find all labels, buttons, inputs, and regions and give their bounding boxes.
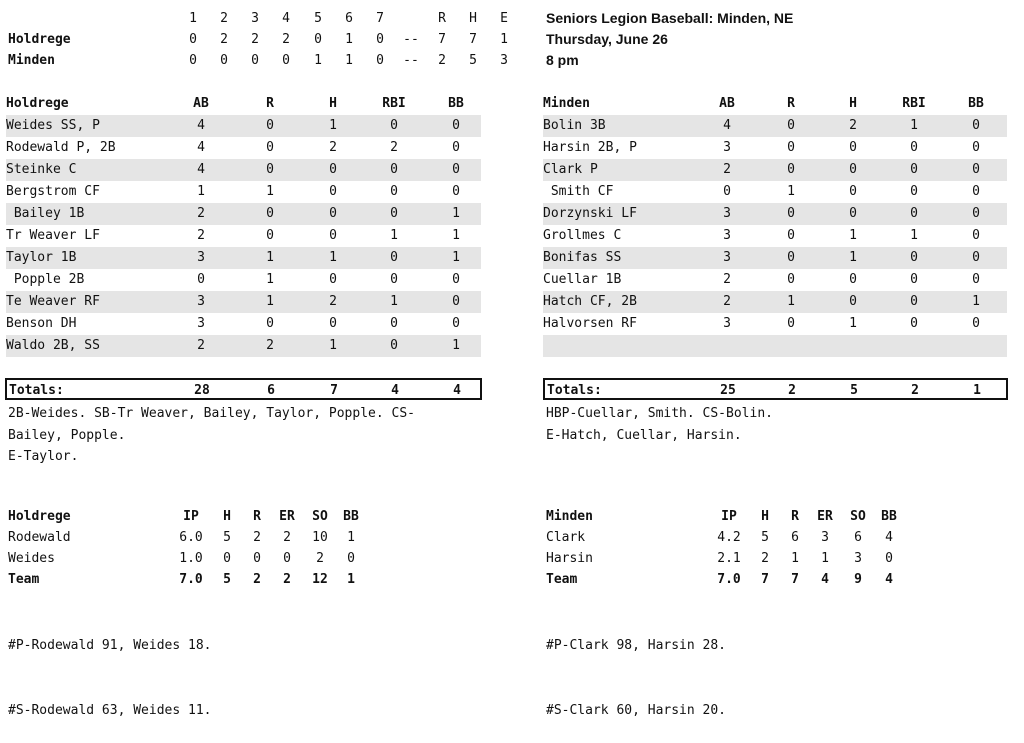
batting-row (6, 313, 481, 335)
pitcher-name: Weides (8, 551, 55, 566)
linescore-team: Holdrege (8, 32, 71, 47)
stat-ab: 3 (197, 250, 205, 265)
stat-ab: 3 (197, 316, 205, 331)
batting-notes-minden: HBP-Cuellar, Smith. CS-Bolin. E-Hatch, Cuellar, Harsin. (546, 406, 773, 443)
game-header (546, 8, 793, 71)
stat-rbi: 0 (390, 184, 398, 199)
total-h: 5 (223, 572, 231, 587)
inning-score: 0 (314, 32, 322, 47)
totals-h: 7 (330, 383, 338, 398)
inning-5: 5 (314, 11, 322, 26)
column-header-r: R (787, 96, 795, 111)
stat-bb: 1 (452, 206, 460, 221)
inning-score: 0 (376, 32, 384, 47)
stat-bb: 0 (972, 316, 980, 331)
batting-row (6, 181, 481, 203)
game-date: Thursday, June 26 (546, 31, 668, 47)
player-name: Grollmes C (543, 228, 622, 243)
column-header-ip: IP (721, 509, 737, 524)
total-h: 7 (761, 572, 769, 587)
stat-r: 2 (266, 338, 274, 353)
strikes-line: #S-Clark 60, Harsin 20. (546, 702, 727, 718)
batting-row (543, 291, 1007, 313)
stat-rbi: 0 (390, 272, 398, 287)
pitches-line: #P-Rodewald 91, Weides 18. (8, 638, 212, 653)
stat-r: 0 (787, 118, 795, 133)
stat-h: 0 (329, 228, 337, 243)
inning-score: 0 (282, 53, 290, 68)
stat-ab: 3 (723, 228, 731, 243)
stat-rbi: 0 (910, 294, 918, 309)
stat-ab: 0 (197, 272, 205, 287)
column-header-h: H (761, 509, 769, 524)
pitching-table-holdrege (8, 506, 388, 590)
stat-ab: 3 (197, 294, 205, 309)
batting-row (543, 115, 1007, 137)
totals-r: 6 (267, 383, 275, 398)
stat-rbi: 1 (910, 228, 918, 243)
column-header-ip: IP (183, 509, 199, 524)
stat-r: 0 (787, 228, 795, 243)
pitcher-row (546, 548, 926, 569)
column-header-bb: BB (881, 509, 897, 524)
stat-er: 2 (283, 530, 291, 545)
stat-h: 1 (329, 118, 337, 133)
batting-row (543, 313, 1007, 335)
player-name: Te Weaver RF (6, 294, 100, 309)
stat-ip: 4.2 (717, 530, 741, 545)
stat-bb: 0 (452, 118, 460, 133)
batting-row (543, 247, 1007, 269)
batting-header-row (6, 93, 481, 115)
hits-total: 7 (469, 32, 477, 47)
player-name: Rodewald P, 2B (6, 140, 116, 155)
column-header-rbi: RBI (382, 96, 406, 111)
errors-total: 1 (500, 32, 508, 47)
stat-rbi: 0 (390, 162, 398, 177)
inning-3: 3 (251, 11, 259, 26)
stat-r: 1 (787, 294, 795, 309)
total-so: 12 (312, 572, 328, 587)
inning-6: 6 (345, 11, 353, 26)
pitch-counts-holdrege (8, 592, 212, 743)
stat-ab: 1 (197, 184, 205, 199)
stat-r: 0 (266, 206, 274, 221)
column-header-er: ER (279, 509, 295, 524)
total-er: 4 (821, 572, 829, 587)
column-header-r: R (791, 509, 799, 524)
pitcher-row (8, 527, 388, 548)
stat-r: 1 (266, 184, 274, 199)
pitching-header-row (546, 506, 926, 527)
player-name: Popple 2B (6, 272, 85, 287)
batting-row (543, 335, 1007, 357)
stat-rbi: 0 (390, 338, 398, 353)
stat-rbi: 0 (910, 316, 918, 331)
linescore (8, 8, 528, 71)
stat-h: 0 (849, 184, 857, 199)
stat-rbi: 1 (390, 228, 398, 243)
stat-r: 0 (787, 250, 795, 265)
stat-h: 0 (849, 294, 857, 309)
stat-bb: 1 (452, 250, 460, 265)
stat-r: 0 (266, 228, 274, 243)
stat-r: 1 (791, 551, 799, 566)
stat-bb: 0 (972, 118, 980, 133)
column-header-r: R (253, 509, 261, 524)
stat-rbi: 0 (910, 184, 918, 199)
pitcher-row (8, 548, 388, 569)
batting-table-holdrege (6, 93, 481, 357)
hits-total: 5 (469, 53, 477, 68)
stat-r: 0 (787, 162, 795, 177)
stat-rbi: 0 (390, 118, 398, 133)
batting-totals-holdrege (5, 378, 482, 400)
pitches-line: #P-Clark 98, Harsin 28. (546, 638, 727, 653)
inning-score: 0 (189, 53, 197, 68)
stat-bb: 0 (452, 184, 460, 199)
stat-ab: 4 (723, 118, 731, 133)
runs-total: 2 (438, 53, 446, 68)
stat-bb: 0 (452, 140, 460, 155)
batting-header-row (543, 93, 1007, 115)
stat-ab: 0 (723, 184, 731, 199)
batting-row (6, 291, 481, 313)
stat-bb: 0 (972, 250, 980, 265)
stat-ab: 3 (723, 250, 731, 265)
stat-rbi: 2 (390, 140, 398, 155)
stat-h: 0 (849, 272, 857, 287)
batting-row (543, 181, 1007, 203)
team-total-label: Team (546, 572, 578, 587)
column-header-ab: AB (193, 96, 209, 111)
inning-2: 2 (220, 11, 228, 26)
player-name: Halvorsen RF (543, 316, 637, 331)
player-name: Hatch CF, 2B (543, 294, 637, 309)
batting-row (543, 159, 1007, 181)
team-name: Minden (546, 509, 593, 524)
column-header-rbi: RBI (902, 96, 926, 111)
column-header-so: SO (850, 509, 866, 524)
pitcher-name: Clark (546, 530, 586, 545)
totals-rbi: 4 (391, 383, 399, 398)
stat-r: 1 (266, 294, 274, 309)
hits-header: H (469, 11, 477, 26)
stat-rbi: 0 (910, 140, 918, 155)
inning-score: 0 (220, 53, 228, 68)
stat-h: 0 (329, 206, 337, 221)
totals-r: 2 (788, 383, 796, 398)
totals-rbi: 2 (911, 383, 919, 398)
team-name: Minden (543, 96, 590, 111)
stat-bb: 4 (885, 530, 893, 545)
stat-r: 0 (266, 316, 274, 331)
strikes-line: #S-Rodewald 63, Weides 11. (8, 702, 212, 718)
player-name: Bolin 3B (543, 118, 606, 133)
inning-score: 0 (251, 53, 259, 68)
inning-score: 2 (282, 32, 290, 47)
stat-bb: 1 (972, 294, 980, 309)
stat-bb: 0 (452, 272, 460, 287)
stat-h: 1 (849, 228, 857, 243)
stat-ab: 3 (723, 140, 731, 155)
stat-r: 0 (787, 316, 795, 331)
inning-score: 2 (251, 32, 259, 47)
team-name: Holdrege (6, 96, 69, 111)
batting-row (6, 137, 481, 159)
stat-h: 1 (849, 250, 857, 265)
stat-ab: 2 (197, 338, 205, 353)
total-so: 9 (854, 572, 862, 587)
batting-row (543, 269, 1007, 291)
stat-h: 0 (329, 316, 337, 331)
stat-h: 0 (223, 551, 231, 566)
column-header-er: ER (817, 509, 833, 524)
player-name: Smith CF (543, 184, 614, 199)
column-header-bb: BB (343, 509, 359, 524)
stat-h: 5 (223, 530, 231, 545)
player-name: Taylor 1B (6, 250, 77, 265)
stat-r: 0 (787, 272, 795, 287)
stat-rbi: 0 (910, 162, 918, 177)
game-time: 8 pm (546, 52, 579, 68)
inning-score: 2 (220, 32, 228, 47)
totals-bb: 1 (973, 383, 981, 398)
stat-rbi: 0 (910, 272, 918, 287)
stat-rbi: 0 (910, 206, 918, 221)
player-name: Steinke C (6, 162, 77, 177)
totals-h: 5 (850, 383, 858, 398)
stat-rbi: 1 (390, 294, 398, 309)
column-header-h: H (223, 509, 231, 524)
player-name: Bergstrom CF (6, 184, 100, 199)
stat-ab: 4 (197, 162, 205, 177)
inning-score: 1 (345, 32, 353, 47)
batting-row (6, 335, 481, 357)
separator: -- (403, 32, 419, 47)
stat-h: 0 (849, 162, 857, 177)
stat-so: 2 (316, 551, 324, 566)
stat-r: 0 (266, 140, 274, 155)
stat-h: 2 (329, 140, 337, 155)
stat-h: 0 (329, 272, 337, 287)
stat-bb: 1 (347, 530, 355, 545)
column-header-so: SO (312, 509, 328, 524)
player-name: Bailey 1B (6, 206, 85, 221)
column-header-h: H (329, 96, 337, 111)
stat-so: 6 (854, 530, 862, 545)
stat-r: 0 (266, 118, 274, 133)
total-r: 7 (791, 572, 799, 587)
stat-bb: 0 (972, 140, 980, 155)
stat-h: 0 (849, 140, 857, 155)
totals-ab: 28 (194, 383, 210, 398)
pitcher-name: Rodewald (8, 530, 71, 545)
stat-r: 6 (791, 530, 799, 545)
linescore-row-holdrege (8, 29, 528, 50)
stat-bb: 0 (972, 206, 980, 221)
stat-so: 3 (854, 551, 862, 566)
column-header-r: R (266, 96, 274, 111)
inning-1: 1 (189, 11, 197, 26)
inning-score: 0 (376, 53, 384, 68)
stat-ab: 2 (723, 162, 731, 177)
errors-total: 3 (500, 53, 508, 68)
stat-bb: 1 (452, 228, 460, 243)
stat-r: 2 (253, 530, 261, 545)
pitching-header-row (8, 506, 388, 527)
stat-bb: 1 (452, 338, 460, 353)
separator: -- (403, 53, 419, 68)
column-header-ab: AB (719, 96, 735, 111)
stat-h: 5 (761, 530, 769, 545)
stat-r: 1 (266, 250, 274, 265)
column-header-bb: BB (448, 96, 464, 111)
pitching-table-minden (546, 506, 926, 590)
total-ip: 7.0 (717, 572, 741, 587)
stat-so: 10 (312, 530, 328, 545)
stat-rbi: 1 (910, 118, 918, 133)
inning-score: 1 (314, 53, 322, 68)
batting-row (6, 247, 481, 269)
linescore-row-minden (8, 50, 528, 71)
stat-er: 3 (821, 530, 829, 545)
stat-ip: 2.1 (717, 551, 741, 566)
inning-score: 0 (189, 32, 197, 47)
batting-row (6, 225, 481, 247)
stat-er: 0 (283, 551, 291, 566)
stat-ab: 2 (197, 228, 205, 243)
runs-total: 7 (438, 32, 446, 47)
stat-r: 1 (266, 272, 274, 287)
totals-label: Totals: (547, 383, 602, 398)
stat-bb: 0 (972, 162, 980, 177)
stat-h: 1 (849, 316, 857, 331)
batting-notes-holdrege: 2B-Weides. SB-Tr Weaver, Bailey, Taylor, Popple. CS- Bailey, Popple. E-Taylor. (8, 406, 415, 464)
pitcher-name: Harsin (546, 551, 593, 566)
player-name: Dorzynski LF (543, 206, 637, 221)
stat-h: 2 (761, 551, 769, 566)
total-bb: 4 (885, 572, 893, 587)
total-r: 2 (253, 572, 261, 587)
batting-row (543, 203, 1007, 225)
team-total-label: Team (8, 572, 40, 587)
player-name: Harsin 2B, P (543, 140, 637, 155)
stat-bb: 0 (972, 184, 980, 199)
errors-header: E (500, 11, 508, 26)
column-header-bb: BB (968, 96, 984, 111)
team-name: Holdrege (8, 509, 71, 524)
pitch-counts-minden (546, 592, 726, 743)
pitching-team-total-row (8, 569, 388, 590)
player-name: Waldo 2B, SS (6, 338, 100, 353)
stat-ab: 2 (197, 206, 205, 221)
stat-h: 0 (849, 206, 857, 221)
stat-h: 2 (329, 294, 337, 309)
total-bb: 1 (347, 572, 355, 587)
stat-rbi: 0 (390, 206, 398, 221)
stat-h: 0 (329, 184, 337, 199)
runs-header: R (438, 11, 446, 26)
stat-bb: 0 (347, 551, 355, 566)
batting-row (6, 115, 481, 137)
stat-bb: 0 (885, 551, 893, 566)
stat-h: 2 (849, 118, 857, 133)
player-name: Bonifas SS (543, 250, 622, 265)
stat-ip: 6.0 (179, 530, 203, 545)
inning-score: 1 (345, 53, 353, 68)
stat-rbi: 0 (390, 250, 398, 265)
stat-bb: 0 (452, 294, 460, 309)
stat-h: 1 (329, 338, 337, 353)
stat-h: 1 (329, 250, 337, 265)
stat-bb: 0 (452, 316, 460, 331)
player-name: Benson DH (6, 316, 77, 331)
player-name: Tr Weaver LF (6, 228, 100, 243)
stat-ab: 2 (723, 294, 731, 309)
batting-row (6, 159, 481, 181)
totals-label: Totals: (9, 383, 64, 398)
totals-bb: 4 (453, 383, 461, 398)
stat-bb: 0 (452, 162, 460, 177)
stat-bb: 0 (972, 228, 980, 243)
stat-bb: 0 (972, 272, 980, 287)
totals-ab: 25 (720, 383, 736, 398)
player-name: Weides SS, P (6, 118, 100, 133)
stat-ab: 3 (723, 206, 731, 221)
stat-ip: 1.0 (179, 551, 203, 566)
stat-ab: 4 (197, 140, 205, 155)
player-name: Clark P (543, 162, 598, 177)
inning-7: 7 (376, 11, 384, 26)
linescore-team: Minden (8, 53, 55, 68)
batting-row (6, 203, 481, 225)
batting-table-minden (543, 93, 1007, 357)
stat-r: 0 (253, 551, 261, 566)
stat-r: 0 (266, 162, 274, 177)
batting-row (543, 225, 1007, 247)
game-title: Seniors Legion Baseball: Minden, NE (546, 10, 794, 26)
stat-rbi: 0 (910, 250, 918, 265)
column-header-h: H (849, 96, 857, 111)
stat-ab: 2 (723, 272, 731, 287)
batting-row (543, 137, 1007, 159)
pitcher-row (546, 527, 926, 548)
total-ip: 7.0 (179, 572, 203, 587)
stat-rbi: 0 (390, 316, 398, 331)
stat-er: 1 (821, 551, 829, 566)
stat-ab: 4 (197, 118, 205, 133)
batting-row (6, 269, 481, 291)
stat-r: 0 (787, 140, 795, 155)
stat-r: 1 (787, 184, 795, 199)
batting-totals-minden (543, 378, 1008, 400)
stat-ab: 3 (723, 316, 731, 331)
stat-h: 0 (329, 162, 337, 177)
player-name: Cuellar 1B (543, 272, 622, 287)
stat-r: 0 (787, 206, 795, 221)
pitching-team-total-row (546, 569, 926, 590)
linescore-header (8, 8, 528, 29)
inning-4: 4 (282, 11, 290, 26)
total-er: 2 (283, 572, 291, 587)
